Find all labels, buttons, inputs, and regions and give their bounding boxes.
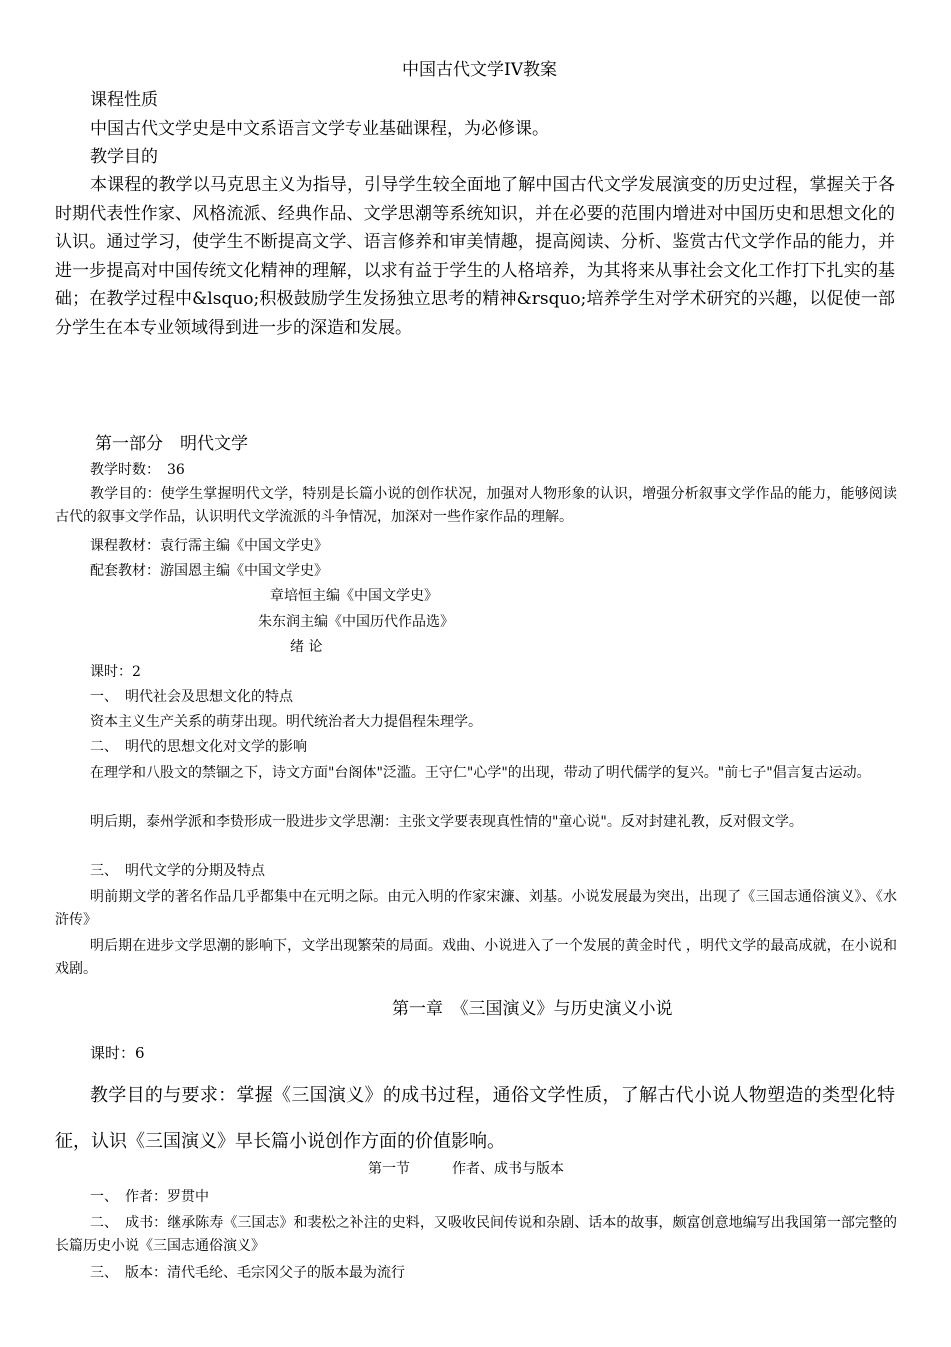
chapter1-objective: 教学目的与要求：掌握《三国演义》的成书过程，通俗文学性质，了解古代小说人物塑造的类型化特征，认识《三国演义》早长篇小说创作方面的价值影响。 bbox=[55, 1085, 895, 1152]
intro-heading: 绪 论 bbox=[290, 639, 323, 655]
item-author: 一、 作者：罗贯中 bbox=[90, 1189, 209, 1205]
item-formation: 二、 成书：继承陈寿《三国志》和裴松之补注的史料，又吸收民间传说和杂剧、话本的故事，颇富创意地编写出我国第一部完整的长篇历史小说《三国志通俗演义》 bbox=[55, 1215, 897, 1254]
section-3-paragraph-2: 明后期在进步文学思潮的影响下，文学出现繁荣的局面。戏曲、小说进入了一个发展的黄金时代 ，明代文学的最高成就，在小说和戏剧。 bbox=[55, 938, 897, 977]
course-nature-text: 中国古代文学史是中文系语言文学专业基础课程，为必修课。 bbox=[90, 119, 549, 139]
part1-textbook: 课程教材：袁行霈主编《中国文学史》 bbox=[90, 538, 328, 554]
section-3-heading: 三、 明代文学的分期及特点 bbox=[90, 863, 265, 879]
section-3-paragraph-1: 明前期文学的著名作品几乎都集中在元明之际。由元入明的作家宋濂、刘基。小说发展最为突出，出现了《三国志通俗演义》、《水浒传》 bbox=[55, 889, 897, 928]
part1-supplementary: 配套教材：游国恩主编《中国文学史》 bbox=[90, 563, 328, 579]
section-2-paragraph-2: 明后期，泰州学派和李贽形成一股进步文学思潮：主张文学要表现真性情的"童心说"。反对封建礼教，反对假文学。 bbox=[90, 814, 803, 830]
objective-heading: 教学目的 bbox=[90, 147, 158, 167]
part1-objective: 教学目的：使学生掌握明代文学，特别是长篇小说的创作状况，加强对人物形象的认识，增强分析叙事文学作品的能力，能够阅读古代的叙事文学作品，认识明代文学流派的斗争情况，加深对一些作家作品的理解。 bbox=[55, 486, 897, 525]
part1-supplementary-3: 朱东润主编《中国历代作品选》 bbox=[258, 614, 454, 630]
intro-hours: 课时：2 bbox=[90, 664, 141, 680]
course-nature-heading: 课程性质 bbox=[90, 90, 158, 110]
part1-title: 第一部分 明代文学 bbox=[95, 434, 248, 454]
section-1-heading: 一、 明代社会及思想文化的特点 bbox=[90, 689, 293, 705]
chapter1-hours: 课时：6 bbox=[90, 1044, 145, 1062]
part1-hours: 教学时数： 36 bbox=[90, 462, 185, 478]
chapter1-title: 第一章 《三国演义》与历史演义小说 bbox=[392, 999, 673, 1019]
part1-supplementary-2: 章培恒主编《中国文学史》 bbox=[270, 588, 438, 604]
section-1-text: 资本主义生产关系的萌芽出现。明代统治者大力提倡程朱理学。 bbox=[90, 714, 482, 730]
document-title: 中国古代文学IV教案 bbox=[402, 60, 557, 80]
section-2-heading: 二、 明代的思想文化对文学的影响 bbox=[90, 739, 307, 755]
section1-title: 第一节 作者、成书与版本 bbox=[368, 1161, 564, 1177]
objective-paragraph: 本课程的教学以马克思主义为指导，引导学生较全面地了解中国古代文学发展演变的历史过程，掌握关于各时期代表性作家、风格流派、经典作品、文学思潮等系统知识，并在必要的范围内增进对中国历史和思想文化的认识。通过学习，使学生不断提高文学、语言修养和审美情趣，提高阅读、分析、鉴赏古代文学作品的能力，并进一步提高对中国传统文化精神的理解，以求有益于学生的人格培养，为其将来从事社会文化工作打下扎实的基础；在教学过程中&lsquo;积极鼓励学生发扬独立思考的精神&rsquo;培养学生对学术研究的兴趣，以促使一部分学生在本专业领域得到进一步的深造和发展。 bbox=[55, 175, 895, 338]
item-editions: 三、 版本：清代毛纶、毛宗冈父子的版本最为流行 bbox=[90, 1265, 405, 1281]
section-2-paragraph-1: 在理学和八股文的禁锢之下，诗文方面"台阁体"泛滥。王守仁"心学"的出现，带动了明代儒学的复兴。"前七子"倡言复古运动。 bbox=[90, 765, 871, 781]
